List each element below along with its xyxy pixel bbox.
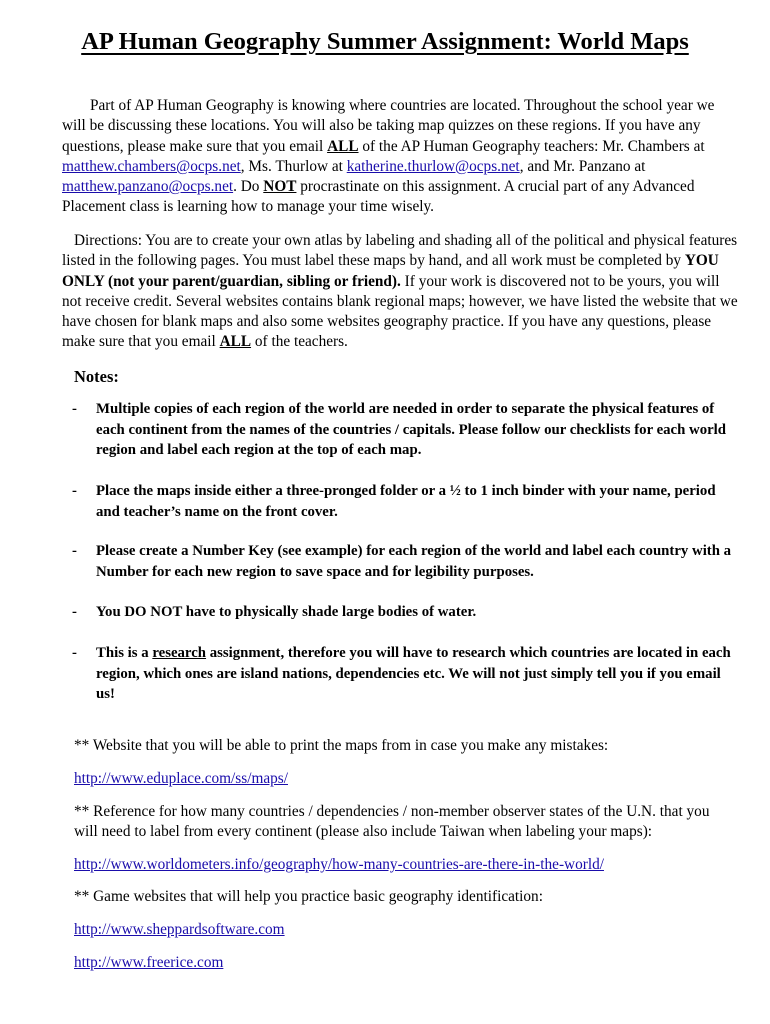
intro-not-emphasis: NOT — [263, 178, 297, 196]
eduplace-link[interactable]: http://www.eduplace.com/ss/maps/ — [74, 770, 288, 787]
link-worldometers — [74, 855, 734, 875]
countries-reference-note: ** Reference for how many countries / dependencies / non-member observer states of the U.N. that you will need to label from every continent (please also include Taiwan when labeling your maps): — [74, 803, 710, 841]
note-item — [72, 399, 732, 461]
note-text: Place the maps inside either a three-pronged folder or a ½ to 1 inch binder with your name, period and teacher’s name on the front cover. — [96, 483, 716, 520]
link-freerice — [74, 953, 734, 973]
note-text: Please create a Number Key (see example) for each region of the world and label each country with a Number for each new region to save space and for legibility purposes. — [96, 543, 732, 580]
note-bullet: - — [72, 401, 77, 417]
note-text: You DO NOT have to physically shade large bodies of water. — [96, 604, 477, 620]
freerice-link[interactable]: http://www.freerice.com — [74, 954, 224, 971]
intro-text-5: . Do — [233, 178, 264, 196]
worldometers-link[interactable]: http://www.worldometers.info/geography/how-many-countries-are-there-in-the-world/ — [74, 856, 604, 873]
intro-text-4: , and Mr. Panzano at — [519, 157, 646, 175]
intro-text-3: , Ms. Thurlow at — [240, 157, 347, 175]
email-link-chambers[interactable]: matthew.chambers@ocps.net — [62, 157, 241, 175]
note-item — [72, 481, 732, 522]
email-link-thurlow[interactable]: katherine.thurlow@ocps.net — [346, 157, 520, 175]
note-bullet: - — [72, 543, 77, 559]
intro-paragraph — [62, 96, 740, 218]
link-eduplace — [74, 769, 734, 789]
notes-heading: Notes: — [74, 367, 119, 386]
game-websites-note: ** Game websites that will help you practice basic geography identification: — [74, 888, 543, 905]
directions-bold-you-only: YOU ONLY (not your parent/guardian, sibling or friend). — [62, 252, 719, 290]
note-text-part: assignment, therefore you will have to research which countries are located in each region, which ones are island nations, dependencies etc. We will not just simply tell you if you email us! — [96, 645, 731, 702]
directions-text-2: If your work is discovered not to be yours, you will not receive credit. Several websites contains blank regional maps; however, we have listed the website that we have chosen for blank maps and also some websites geography practice. If you have any questions, please make sure that you email — [62, 272, 738, 351]
email-link-panzano[interactable]: matthew.panzano@ocps.net — [62, 178, 234, 196]
note-text-part: This is a — [96, 645, 153, 661]
page-title: AP Human Geography Summer Assignment: World Maps — [81, 28, 689, 55]
directions-text-1: Directions: You are to create your own atlas by labeling and shading all of the political and physical features listed in the following pages. You must label these maps by hand, and all work must be completed by — [62, 232, 738, 270]
intro-text-2: of the AP Human Geography teachers: Mr. Chambers at — [358, 137, 705, 155]
maps-website-note: ** Website that you will be able to print the maps from in case you make any mistakes: — [74, 737, 609, 754]
note-item — [72, 643, 732, 705]
note-item — [72, 602, 732, 623]
directions-text-3: of the teachers. — [251, 333, 348, 351]
directions-paragraph — [62, 231, 740, 353]
research-emphasis: research — [152, 645, 207, 661]
note-bullet: - — [72, 483, 77, 499]
intro-all-emphasis: ALL — [327, 137, 359, 155]
note-bullet: - — [72, 604, 77, 620]
intro-text-1: Part of AP Human Geography is knowing where countries are located. Throughout the school year we will be discussing these locations. You will also be taking map quizzes on these regions. If you have any questions, please make sure that you email — [62, 97, 715, 155]
note-bullet: - — [72, 645, 77, 661]
intro-text-6: procrastinate on this assignment. A crucial part of any Advanced Placement class is learning how to manage your time wisely. — [62, 178, 695, 216]
note-text: Multiple copies of each region of the world are needed in order to separate the physical features of each continent from the names of the countries / capitals. Please follow our checklists for each world region and label each region at the top of each map. — [96, 401, 727, 458]
note-item — [72, 541, 732, 582]
sheppardsoftware-link[interactable]: http://www.sheppardsoftware.com — [74, 921, 285, 938]
directions-all-emphasis: ALL — [219, 333, 252, 351]
link-sheppard — [74, 920, 734, 940]
note-text — [96, 643, 732, 705]
